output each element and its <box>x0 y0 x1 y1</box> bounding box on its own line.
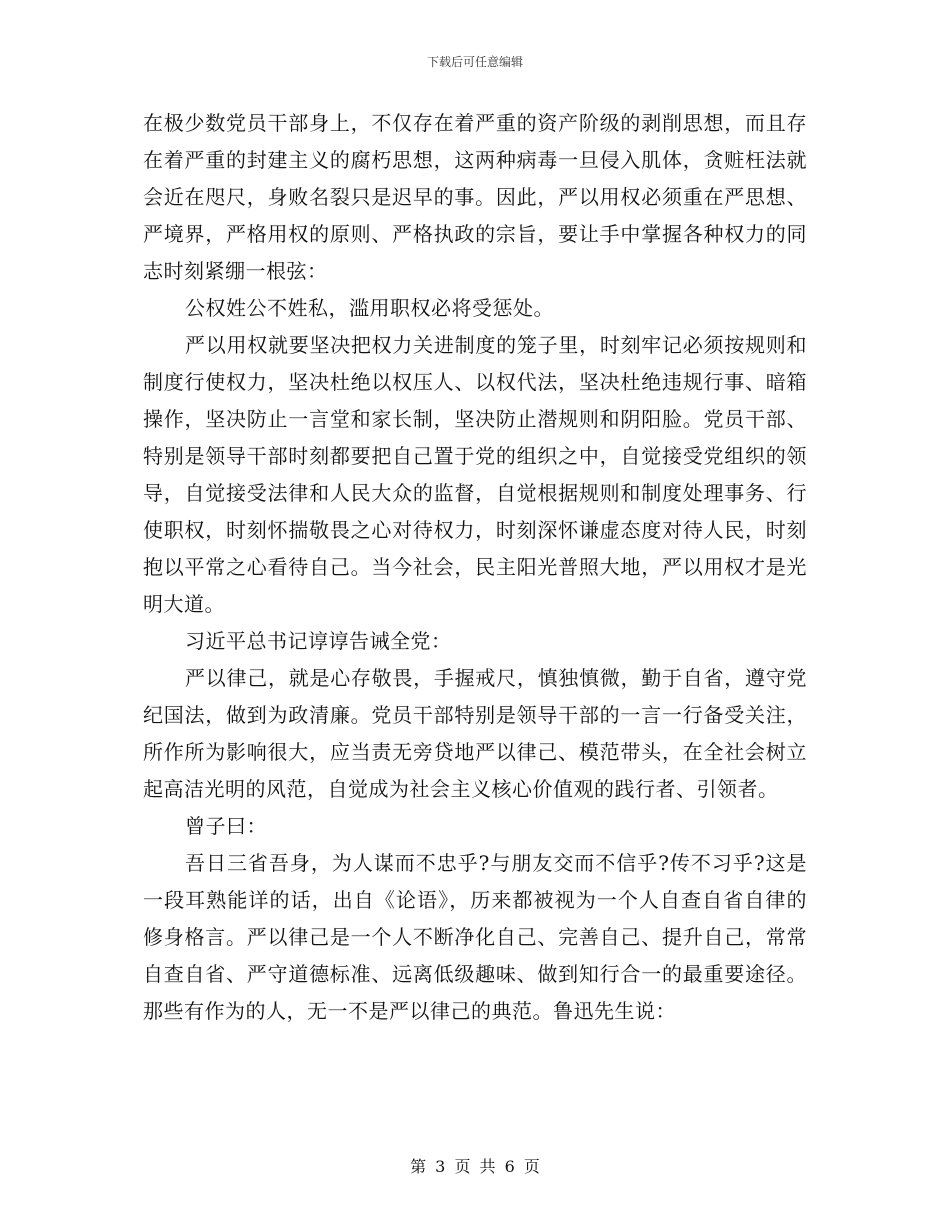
paragraph-7: 吾日三省吾身，为人谋而不忠乎?与朋友交而不信乎?传不习乎?这是一段耳熟能详的话，出自《论语》，历来都被视为一个人自查自省自律的修身格言。严以律己是一个人不断净化自己、完善自己、提升自己，常常自查自省、严守道德标准、远离低级趣味、做到知行合一的最重要途径。那些有作为的人，无一不是严以律己的典范。鲁迅先生说： <box>143 851 807 1023</box>
paragraph-6: 曾子曰： <box>185 814 267 838</box>
paragraph-2: 公权姓公不姓私，滥用职权必将受惩处。 <box>185 296 554 320</box>
document-body <box>143 105 807 1030</box>
page-header: 下载后可任意编辑 <box>426 55 523 69</box>
paragraph-3: 严以用权就要坚决把权力关进制度的笼子里，时刻牢记必须按规则和制度行使权力，坚决杜绝以权压人、以权代法，坚决杜绝违规行事、暗箱操作，坚决防止一言堂和家长制，坚决防止潜规则和阴阳脸。党员干部、特别是领导干部时刻都要把自己置于党的组织之中，自觉接受党组织的领导，自觉接受法律和人民大众的监督，自觉根据规则和制度处理事务、行使职权，时刻怀揣敬畏之心对待权力，时刻深怀谦虚态度对待人民，时刻抱以平常之心看待自己。当今社会，民主阳光普照大地，严以用权才是光明大道。 <box>143 333 807 616</box>
paragraph-4: 习近平总书记谆谆告诫全党： <box>185 629 452 653</box>
paragraph-1: 在极少数党员干部身上，不仅存在着严重的资产阶级的剥削思想，而且存在着严重的封建主义的腐朽思想，这两种病毒一旦侵入肌体，贪赃枉法就会近在咫尺，身败名裂只是迟早的事。因此，严以用权必须重在严思想、严境界，严格用权的原则、严格执政的宗旨，要让手中掌握各种权力的同志时刻紧绷一根弦： <box>143 111 807 283</box>
page-footer: 第 3 页 共 6 页 <box>410 1157 540 1176</box>
paragraph-5: 严以律己，就是心存敬畏，手握戒尺，慎独慎微，勤于自省，遵守党纪国法，做到为政清廉。党员干部特别是领导干部的一言一行备受关注，所作所为影响很大，应当责无旁贷地严以律己、模范带头，在全社会树立起高洁光明的风范，自觉成为社会主义核心价值观的践行者、引领者。 <box>143 666 807 801</box>
